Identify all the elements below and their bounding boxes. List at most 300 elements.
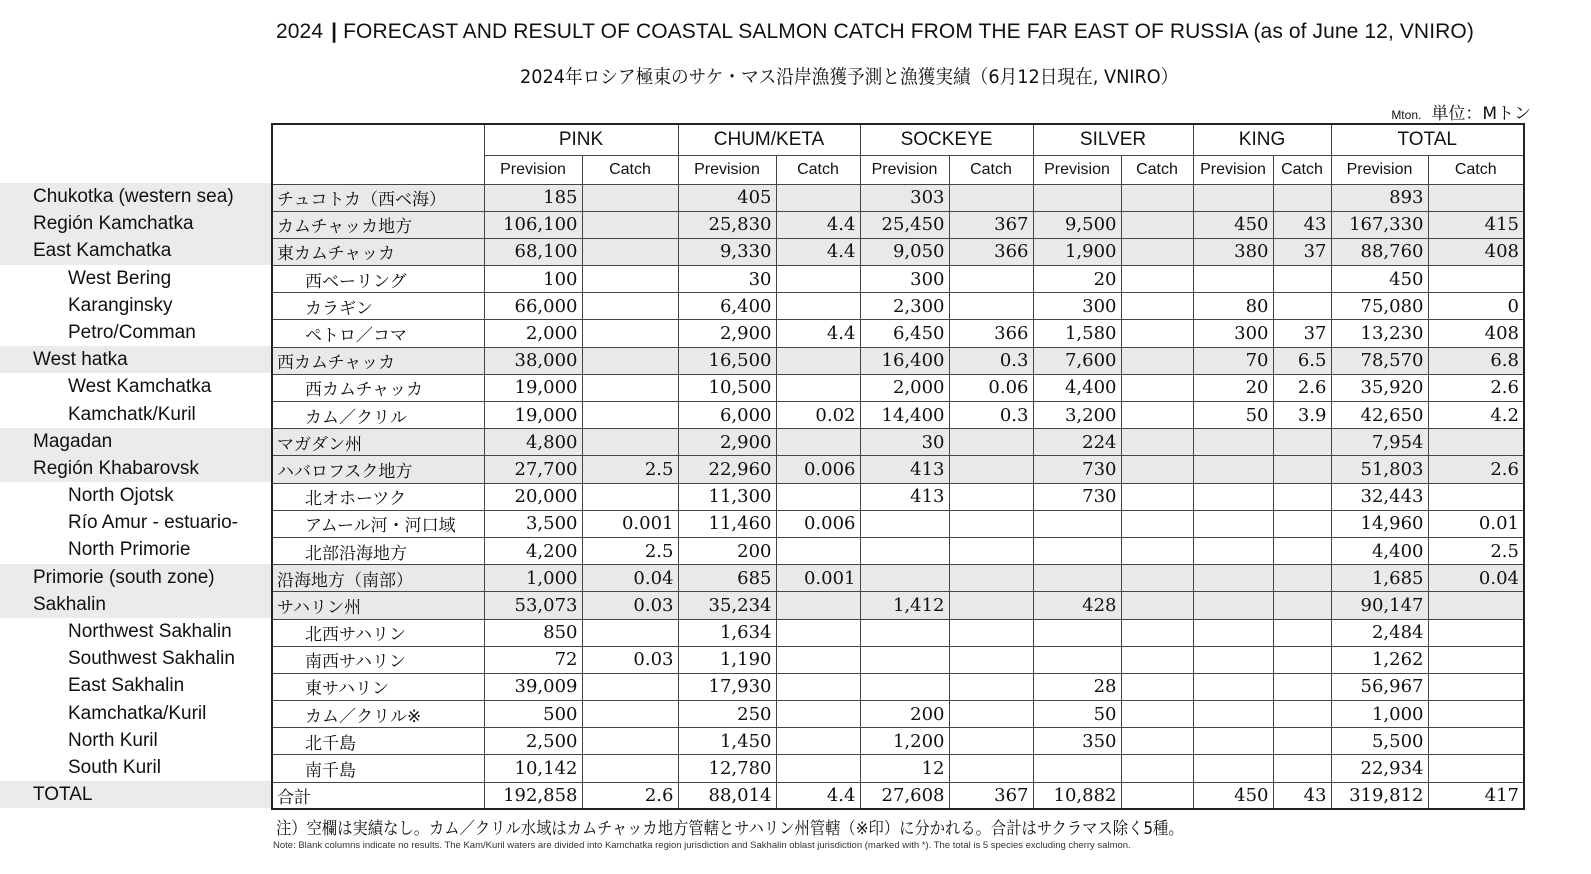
catch-cell: 0.006 xyxy=(776,456,860,483)
region-label: Sakhalin xyxy=(0,591,272,618)
table-row xyxy=(272,728,1524,755)
prevision-cell xyxy=(1193,456,1273,483)
prevision-cell: 30 xyxy=(860,429,949,456)
catch-cell: 366 xyxy=(949,238,1033,265)
prevision-cell: 68,100 xyxy=(484,238,582,265)
table-row xyxy=(272,755,1524,782)
prevision-cell: 12 xyxy=(860,755,949,782)
region-label: Karanginsky xyxy=(0,292,272,319)
table-row xyxy=(272,701,1524,728)
prevision-cell: 25,450 xyxy=(860,211,949,238)
catch-cell xyxy=(1428,184,1524,211)
catch-cell xyxy=(776,347,860,374)
prevision-cell: 39,009 xyxy=(484,673,582,700)
prevision-cell xyxy=(1193,755,1273,782)
note-japanese: 注）空欄は実績なし。カム／クリル水域はカムチャッカ地方管轄とサハリン州管轄（※印）に分かれる。合計はサクラマス除く5種。 xyxy=(276,819,1184,839)
prevision-cell: 9,330 xyxy=(678,238,776,265)
table-row xyxy=(272,238,1524,265)
catch-cell xyxy=(949,565,1033,592)
catch-cell: 3.9 xyxy=(1273,402,1331,429)
prevision-cell: 106,100 xyxy=(484,211,582,238)
prevision-cell: 1,190 xyxy=(678,646,776,673)
table-row xyxy=(272,592,1524,619)
catch-cell xyxy=(1121,238,1193,265)
catch-cell xyxy=(1273,510,1331,537)
table-row xyxy=(272,347,1524,374)
table-row xyxy=(272,565,1524,592)
catch-cell xyxy=(949,755,1033,782)
prevision-cell xyxy=(1193,565,1273,592)
prevision-cell: 11,300 xyxy=(678,483,776,510)
prevision-cell xyxy=(1193,728,1273,755)
prevision-cell: 5,500 xyxy=(1331,728,1428,755)
catch-cell xyxy=(1428,728,1524,755)
prevision-cell: 75,080 xyxy=(1331,293,1428,320)
catch-cell xyxy=(1121,266,1193,293)
prevision-cell: 850 xyxy=(484,619,582,646)
prevision-cell: 300 xyxy=(1193,320,1273,347)
region-label: West Bering xyxy=(0,265,272,292)
prevision-cell: 10,500 xyxy=(678,374,776,401)
prevision-cell: 35,920 xyxy=(1331,374,1428,401)
catch-cell xyxy=(949,456,1033,483)
region-name-japanese: ペトロ／コマ xyxy=(272,320,484,347)
prevision-cell: 9,500 xyxy=(1033,211,1121,238)
catch-cell xyxy=(1121,673,1193,700)
catch-header: Catch xyxy=(776,155,860,184)
region-name-japanese: 北オホーツク xyxy=(272,483,484,510)
species-header-chum-keta: CHUM/KETA xyxy=(678,124,860,155)
region-label: TOTAL xyxy=(0,781,272,808)
catch-cell: 0.01 xyxy=(1428,510,1524,537)
catch-cell xyxy=(582,347,678,374)
catch-cell xyxy=(582,238,678,265)
prevision-cell: 19,000 xyxy=(484,374,582,401)
prevision-cell: 1,200 xyxy=(860,728,949,755)
region-label: Northwest Sakhalin xyxy=(0,618,272,645)
catch-cell xyxy=(1273,728,1331,755)
catch-cell xyxy=(1428,673,1524,700)
catch-cell xyxy=(1121,782,1193,809)
prevision-cell: 428 xyxy=(1033,592,1121,619)
prevision-cell xyxy=(860,565,949,592)
prevision-cell: 2,500 xyxy=(484,728,582,755)
prevision-cell: 300 xyxy=(1033,293,1121,320)
catch-cell: 2.6 xyxy=(1428,374,1524,401)
catch-cell xyxy=(1121,184,1193,211)
catch-cell xyxy=(1273,537,1331,564)
catch-cell: 4.4 xyxy=(776,782,860,809)
catch-cell: 6.5 xyxy=(1273,347,1331,374)
catch-cell xyxy=(1273,429,1331,456)
region-name-japanese: アムール河・河口域 xyxy=(272,510,484,537)
prevision-cell: 72 xyxy=(484,646,582,673)
region-label: East Sakhalin xyxy=(0,672,272,699)
table-row xyxy=(272,646,1524,673)
prevision-cell: 3,500 xyxy=(484,510,582,537)
catch-cell xyxy=(949,728,1033,755)
catch-cell: 0.04 xyxy=(1428,565,1524,592)
catch-cell xyxy=(776,619,860,646)
prevision-cell: 192,858 xyxy=(484,782,582,809)
catch-cell xyxy=(1273,266,1331,293)
prevision-cell: 90,147 xyxy=(1331,592,1428,619)
catch-cell xyxy=(776,374,860,401)
catch-cell: 43 xyxy=(1273,211,1331,238)
prevision-cell: 20 xyxy=(1193,374,1273,401)
catch-cell xyxy=(582,320,678,347)
prevision-cell xyxy=(1033,510,1121,537)
catch-cell xyxy=(776,184,860,211)
catch-cell: 366 xyxy=(949,320,1033,347)
prevision-cell: 25,830 xyxy=(678,211,776,238)
table-row xyxy=(272,184,1524,211)
prevision-cell xyxy=(1193,266,1273,293)
unit-english: Mton. xyxy=(1391,108,1422,122)
catch-cell xyxy=(949,510,1033,537)
region-name-japanese: カム／クリル xyxy=(272,402,484,429)
catch-cell xyxy=(949,646,1033,673)
catch-cell xyxy=(1428,266,1524,293)
prevision-cell xyxy=(1033,619,1121,646)
catch-cell xyxy=(582,701,678,728)
table-row xyxy=(272,266,1524,293)
region-label: Kamchatka/Kuril xyxy=(0,700,272,727)
catch-cell xyxy=(582,374,678,401)
catch-cell xyxy=(1273,646,1331,673)
prevision-cell: 51,803 xyxy=(1331,456,1428,483)
region-name-japanese: 西カムチャッカ xyxy=(272,347,484,374)
prevision-cell: 17,930 xyxy=(678,673,776,700)
region-name-japanese: 東サハリン xyxy=(272,673,484,700)
prevision-cell: 167,330 xyxy=(1331,211,1428,238)
catch-cell: 415 xyxy=(1428,211,1524,238)
prevision-cell: 7,600 xyxy=(1033,347,1121,374)
catch-cell: 2.5 xyxy=(582,456,678,483)
catch-cell: 0.001 xyxy=(776,565,860,592)
catch-cell xyxy=(1121,374,1193,401)
title-divider: | xyxy=(331,20,338,43)
prevision-cell xyxy=(1193,483,1273,510)
catch-cell xyxy=(1121,347,1193,374)
prevision-cell: 413 xyxy=(860,483,949,510)
catch-cell xyxy=(1121,755,1193,782)
prevision-cell: 20 xyxy=(1033,266,1121,293)
prevision-cell: 10,882 xyxy=(1033,782,1121,809)
catch-cell: 2.6 xyxy=(582,782,678,809)
catch-cell: 417 xyxy=(1428,782,1524,809)
table-row xyxy=(272,320,1524,347)
region-label: East Kamchatka xyxy=(0,237,272,264)
catch-cell: 2.5 xyxy=(582,537,678,564)
catch-cell: 0.06 xyxy=(949,374,1033,401)
region-label: North Ojotsk xyxy=(0,482,272,509)
catch-cell: 367 xyxy=(949,211,1033,238)
prevision-cell: 3,200 xyxy=(1033,402,1121,429)
prevision-cell xyxy=(1193,429,1273,456)
catch-header: Catch xyxy=(1428,155,1524,184)
catch-cell xyxy=(949,619,1033,646)
prevision-header: Prevision xyxy=(860,155,949,184)
catch-cell: 367 xyxy=(949,782,1033,809)
prevision-cell: 1,900 xyxy=(1033,238,1121,265)
catch-table xyxy=(271,123,1525,810)
prevision-cell: 22,934 xyxy=(1331,755,1428,782)
catch-cell: 4.4 xyxy=(776,320,860,347)
prevision-cell: 303 xyxy=(860,184,949,211)
catch-cell xyxy=(1428,701,1524,728)
prevision-cell: 1,262 xyxy=(1331,646,1428,673)
catch-cell xyxy=(776,266,860,293)
table-row xyxy=(272,293,1524,320)
prevision-cell: 1,450 xyxy=(678,728,776,755)
catch-cell: 0.03 xyxy=(582,592,678,619)
catch-cell xyxy=(776,728,860,755)
catch-cell xyxy=(1273,456,1331,483)
prevision-cell: 2,300 xyxy=(860,293,949,320)
prevision-header: Prevision xyxy=(484,155,582,184)
unit-japanese: 単位：Mトン xyxy=(1431,104,1531,124)
catch-cell xyxy=(1121,456,1193,483)
region-name-japanese: カムチャッカ地方 xyxy=(272,211,484,238)
catch-cell: 37 xyxy=(1273,320,1331,347)
table-body xyxy=(272,184,1524,809)
prevision-cell: 6,400 xyxy=(678,293,776,320)
table-row xyxy=(272,374,1524,401)
catch-cell xyxy=(1428,646,1524,673)
prevision-cell: 70 xyxy=(1193,347,1273,374)
region-label: West Kamchatka xyxy=(0,373,272,400)
prevision-cell: 450 xyxy=(1331,266,1428,293)
region-label: Chukotka (western sea) xyxy=(0,183,272,210)
catch-cell xyxy=(1428,483,1524,510)
catch-cell xyxy=(949,184,1033,211)
region-name-japanese: 西カムチャッカ xyxy=(272,374,484,401)
catch-cell xyxy=(1121,402,1193,429)
prevision-cell xyxy=(860,619,949,646)
prevision-cell: 22,960 xyxy=(678,456,776,483)
unit-label xyxy=(1391,99,1531,124)
catch-cell: 0.04 xyxy=(582,565,678,592)
region-name-japanese: 沿海地方（南部） xyxy=(272,565,484,592)
prevision-cell: 1,000 xyxy=(484,565,582,592)
catch-header: Catch xyxy=(949,155,1033,184)
catch-cell: 43 xyxy=(1273,782,1331,809)
species-header-row xyxy=(272,124,1524,155)
prevision-cell: 2,000 xyxy=(484,320,582,347)
prevision-cell xyxy=(1193,510,1273,537)
catch-cell xyxy=(1121,619,1193,646)
region-label: Southwest Sakhalin xyxy=(0,645,272,672)
catch-cell xyxy=(582,728,678,755)
region-label: Región Kamchatka xyxy=(0,210,272,237)
catch-cell xyxy=(1273,565,1331,592)
prevision-cell: 30 xyxy=(678,266,776,293)
catch-cell: 408 xyxy=(1428,320,1524,347)
table-row xyxy=(272,483,1524,510)
catch-cell xyxy=(776,755,860,782)
prevision-cell: 319,812 xyxy=(1331,782,1428,809)
catch-cell xyxy=(1273,673,1331,700)
prevision-cell: 450 xyxy=(1193,782,1273,809)
prevision-cell: 78,570 xyxy=(1331,347,1428,374)
catch-cell xyxy=(1428,592,1524,619)
prevision-cell: 35,234 xyxy=(678,592,776,619)
catch-cell xyxy=(949,293,1033,320)
catch-cell xyxy=(776,673,860,700)
catch-cell xyxy=(1428,619,1524,646)
catch-header: Catch xyxy=(1273,155,1331,184)
catch-header: Catch xyxy=(1121,155,1193,184)
title-japanese: 2024年ロシア極東のサケ・マス沿岸漁獲予測と漁獲実績（6月12日現在, VNIRO） xyxy=(520,66,1179,88)
title-year: 2024 xyxy=(276,20,324,43)
prevision-cell: 1,634 xyxy=(678,619,776,646)
prevision-cell: 50 xyxy=(1193,402,1273,429)
species-header-pink: PINK xyxy=(484,124,678,155)
prevision-cell: 893 xyxy=(1331,184,1428,211)
catch-cell: 2.5 xyxy=(1428,537,1524,564)
table-row xyxy=(272,456,1524,483)
prevision-cell: 27,700 xyxy=(484,456,582,483)
prevision-cell xyxy=(1033,565,1121,592)
prevision-header: Prevision xyxy=(1331,155,1428,184)
catch-cell: 0.03 xyxy=(582,646,678,673)
title-english: FORECAST AND RESULT OF COASTAL SALMON CATCH FROM THE FAR EAST OF RUSSIA (as of June 12, VNIRO) xyxy=(343,20,1474,43)
prevision-cell: 380 xyxy=(1193,238,1273,265)
region-label: South Kuril xyxy=(0,754,272,781)
prevision-cell: 730 xyxy=(1033,456,1121,483)
table-row xyxy=(272,429,1524,456)
catch-cell xyxy=(1121,211,1193,238)
catch-cell xyxy=(1273,592,1331,619)
catch-cell xyxy=(582,402,678,429)
catch-cell xyxy=(1121,701,1193,728)
catch-cell xyxy=(1121,537,1193,564)
prevision-cell: 88,760 xyxy=(1331,238,1428,265)
catch-cell xyxy=(582,184,678,211)
region-label: Primorie (south zone) xyxy=(0,564,272,591)
region-label: Río Amur - estuario- xyxy=(0,509,272,536)
catch-cell xyxy=(582,755,678,782)
prevision-cell: 38,000 xyxy=(484,347,582,374)
table-row xyxy=(272,402,1524,429)
prevision-cell: 19,000 xyxy=(484,402,582,429)
prevision-cell: 27,608 xyxy=(860,782,949,809)
catch-cell xyxy=(776,537,860,564)
catch-cell xyxy=(1121,565,1193,592)
prevision-cell: 2,900 xyxy=(678,429,776,456)
prevision-cell: 66,000 xyxy=(484,293,582,320)
prevision-cell: 500 xyxy=(484,701,582,728)
catch-cell xyxy=(949,673,1033,700)
catch-cell xyxy=(582,619,678,646)
prevision-cell: 405 xyxy=(678,184,776,211)
region-label: Región Khabarovsk xyxy=(0,455,272,482)
catch-cell xyxy=(1428,755,1524,782)
region-name-japanese: 北部沿海地方 xyxy=(272,537,484,564)
prevision-cell: 28 xyxy=(1033,673,1121,700)
species-header-sockeye: SOCKEYE xyxy=(860,124,1033,155)
prevision-cell: 730 xyxy=(1033,483,1121,510)
catch-cell: 4.4 xyxy=(776,211,860,238)
catch-cell xyxy=(1273,619,1331,646)
prevision-cell: 1,580 xyxy=(1033,320,1121,347)
prevision-cell: 350 xyxy=(1033,728,1121,755)
prevision-cell xyxy=(1193,537,1273,564)
region-name-japanese: サハリン州 xyxy=(272,592,484,619)
catch-cell xyxy=(776,429,860,456)
catch-cell xyxy=(776,483,860,510)
prevision-cell: 6,450 xyxy=(860,320,949,347)
catch-cell: 2.6 xyxy=(1273,374,1331,401)
region-name-japanese: マガダン州 xyxy=(272,429,484,456)
prevision-cell: 14,960 xyxy=(1331,510,1428,537)
catch-cell xyxy=(1121,293,1193,320)
catch-cell xyxy=(949,592,1033,619)
region-name-japanese: 南千島 xyxy=(272,755,484,782)
catch-cell: 408 xyxy=(1428,238,1524,265)
catch-cell: 6.8 xyxy=(1428,347,1524,374)
prevision-cell xyxy=(1193,184,1273,211)
catch-cell xyxy=(949,429,1033,456)
catch-cell xyxy=(1273,701,1331,728)
catch-cell xyxy=(1428,429,1524,456)
catch-cell: 0.006 xyxy=(776,510,860,537)
catch-cell xyxy=(776,646,860,673)
prevision-cell xyxy=(1193,592,1273,619)
catch-cell xyxy=(1273,483,1331,510)
catch-cell xyxy=(1273,755,1331,782)
catch-cell xyxy=(582,483,678,510)
catch-cell: 37 xyxy=(1273,238,1331,265)
region-label: Magadan xyxy=(0,428,272,455)
table-row xyxy=(272,673,1524,700)
page-title xyxy=(276,20,1576,44)
catch-cell xyxy=(776,701,860,728)
species-header-king: KING xyxy=(1193,124,1331,155)
prevision-cell: 16,500 xyxy=(678,347,776,374)
catch-cell: 4.2 xyxy=(1428,402,1524,429)
prevision-cell: 16,400 xyxy=(860,347,949,374)
prevision-cell: 300 xyxy=(860,266,949,293)
table-row xyxy=(272,619,1524,646)
prevision-cell xyxy=(1193,646,1273,673)
table-row xyxy=(272,211,1524,238)
catch-cell xyxy=(1121,728,1193,755)
prevision-cell: 200 xyxy=(860,701,949,728)
catch-cell xyxy=(1121,320,1193,347)
prevision-cell: 450 xyxy=(1193,211,1273,238)
prevision-cell: 14,400 xyxy=(860,402,949,429)
prevision-cell xyxy=(1033,755,1121,782)
catch-cell: 2.6 xyxy=(1428,456,1524,483)
catch-header: Catch xyxy=(582,155,678,184)
catch-cell xyxy=(1121,510,1193,537)
prevision-cell xyxy=(860,537,949,564)
prevision-cell: 50 xyxy=(1033,701,1121,728)
region-name-japanese: カラギン xyxy=(272,293,484,320)
species-header-silver: SILVER xyxy=(1033,124,1193,155)
prevision-cell: 9,050 xyxy=(860,238,949,265)
prevision-header: Prevision xyxy=(678,155,776,184)
prevision-header: Prevision xyxy=(1193,155,1273,184)
region-label: Petro/Comman xyxy=(0,319,272,346)
prevision-cell: 10,142 xyxy=(484,755,582,782)
catch-cell xyxy=(1121,592,1193,619)
prevision-cell: 413 xyxy=(860,456,949,483)
prevision-cell: 42,650 xyxy=(1331,402,1428,429)
prevision-cell xyxy=(860,646,949,673)
